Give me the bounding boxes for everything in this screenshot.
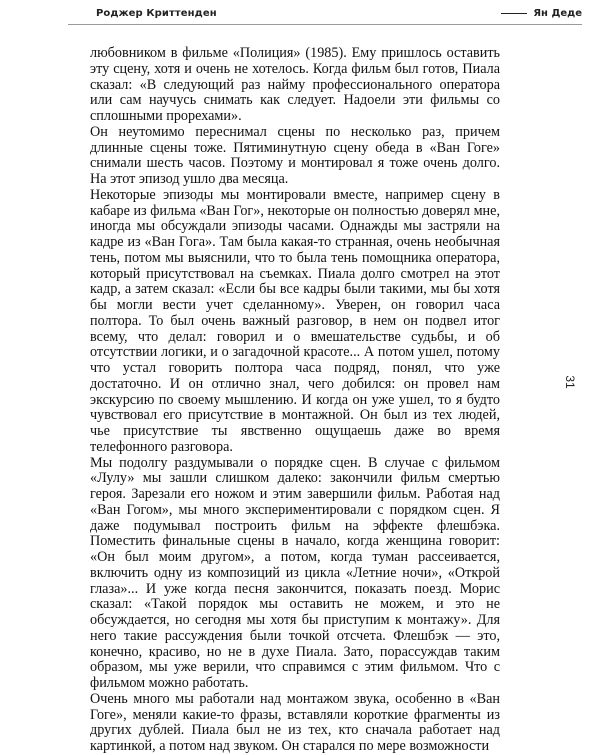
header-author: Роджер Криттенден xyxy=(96,8,217,19)
page-number: 31 xyxy=(563,375,577,389)
body-text xyxy=(90,46,500,755)
paragraph: Некоторые эпизоды мы монтировали вместе, например сцену в кабаре из фильма «Ван Гог», некоторые он полностью доверял мне, иногда мы обсуждали эпизоды часами. Однажды мы застряли на кадре из «Ван Гога». Там была какая-то странная, очень необычная тень, потом мы выяснили, что то была тень помощника оператора, который присутствовал на съемках. Пиала долго смотрел на этот кадр, а затем сказал: «Если бы все кадры были такими, мы бы хотя бы могли вести учет сделанному». Уверен, он говорил часа полтора. То был очень важный разговор, в нем он подвел итог всему, что делал: говорил и о вмешательстве судьбы, и об отсутствии логики, и о загадочной красоте... А потом ушел, потому что устал говорить полтора часа подряд, понял, что уже достаточно. И он отлично знал, чего добился: он провел нам экскурсию по своему мышлению. И когда он уже ушел, то я будто чувствовал его присутствие в монтажной. Он был из тех людей, чье присутствие ты явственно ощущаешь даже во время телефонного разговора. xyxy=(90,186,500,455)
paragraph: Он неутомимо переснимал сцены по несколько раз, причем длинные сцены тоже. Пятиминутную сцену обеда в «Ван Гоге» снимали шесть часов. Поэтому и монтировал я тоже очень долго. На этот эпизод ушло два месяца. xyxy=(90,123,500,187)
running-header xyxy=(0,0,600,36)
paragraph: Мы подолгу раздумывали о порядке сцен. В случае с фильмом «Лулу» мы зашли слишком далеко: закончили фильм смертью героя. Зарезали его ножом и этим завершили фильм. Работая над «Ван Гогом», мы много экспериментировали с порядком сцен. Я даже подумывал построить фильм на эффекте флешбэка. Поместить финальные сцены в начало, когда женщина говорит: «Он был моим другом», а потом, когда туман рассеивается, включить одну из композиций из цикла «Летние ночи», «Открой глаза»... И уже когда песня закончится, показать поезд. Морис сказал: «Такой порядок мы оставить не можем, и это не обсуждается, но сегодня мы хотя бы приступим к монтажу». Для него такие рассуждения были точкой отсчета. Флешбэк — это, конечно, красиво, но не в духе Пиала. Зато, порассуждав таким образом, мы уже верили, что справимся с этим фильмом. Что с фильмом можно работать. xyxy=(90,454,500,691)
header-subject-group xyxy=(501,8,582,19)
header-rule xyxy=(68,24,582,25)
paragraph: Очень много мы работали над монтажом звука, особенно в «Ван Гоге», меняли какие-то фразы, вставляли короткие фрагменты из других дублей. Пиала был не из тех, кто сначала работает над картинкой, а потом над звуком. Он старался по мере возможности xyxy=(90,690,500,754)
header-dash xyxy=(501,13,527,15)
header-subject: Ян Деде xyxy=(533,8,582,19)
paragraph: любовником в фильме «Полиция» (1985). Ему пришлось оставить эту сцену, хотя и очень не хотелось. Когда фильм был готов, Пиала сказал: «В следующий раз найму профессионального оператора или сам научусь снимать как следует. Надоели эти фильмы со сплошными прорехами». xyxy=(90,45,500,124)
